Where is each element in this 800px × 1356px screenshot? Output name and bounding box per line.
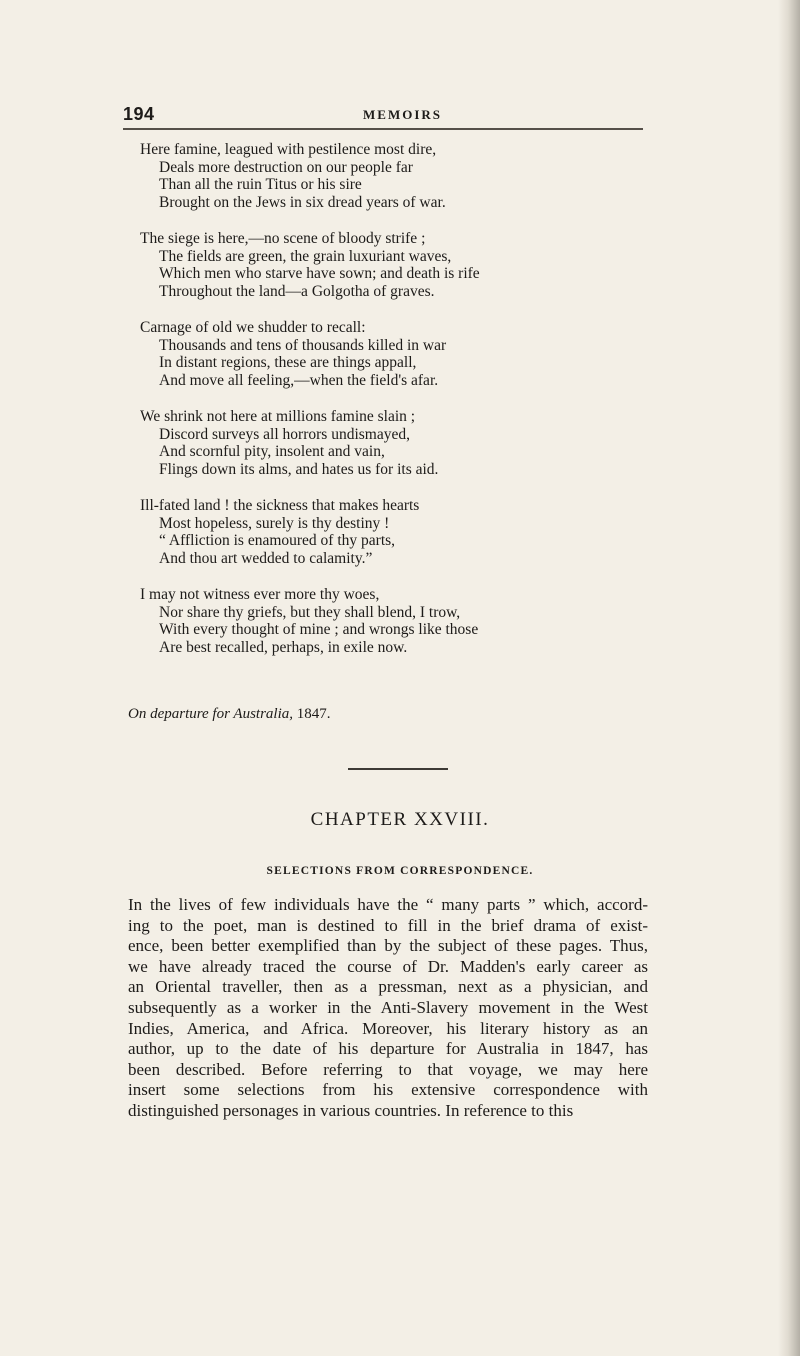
- poem-line: Most hopeless, surely is thy destiny !: [159, 514, 390, 532]
- poem-line: In distant regions, these are things appall,: [159, 354, 417, 371]
- poem-line: Nor share thy griefs, but they shall blend, I trow,: [159, 603, 461, 621]
- poem-line: And scornful pity, insolent and vain,: [159, 443, 385, 460]
- poem-line: Here famine, leagued with pestilence most dire,: [140, 141, 437, 158]
- running-title: MEMOIRS: [363, 107, 442, 122]
- stanza: [140, 141, 640, 211]
- poem-line: Thousands and tens of thousands killed in war: [159, 336, 447, 354]
- body-line: ence, been better exemplified than by the subject of these pages. Thus,: [128, 936, 648, 956]
- poem-line: And move all feeling,—when the field's afar.: [159, 371, 439, 389]
- attribution-text: On departure for Australia,: [128, 706, 294, 722]
- poem-attribution: [128, 706, 331, 723]
- poem-line: Brought on the Jews in six dread years of war.: [159, 193, 446, 211]
- body-line: distinguished personages in various countries. In reference to this: [128, 1100, 574, 1120]
- body-line: author, up to the date of his departure for Australia in 1847, has: [128, 1039, 648, 1059]
- chapter-title: CHAPTER XXVIII.: [310, 809, 490, 830]
- body-line: ing to the poet, man is destined to fill in the brief drama of exist-: [128, 915, 648, 935]
- body-line: In the lives of few individuals have the “ many parts ” which, accord-: [128, 895, 648, 914]
- poem-line: Ill-fated land ! the sickness that makes hearts: [140, 497, 420, 514]
- poem-line: And thou art wedded to calamity.”: [159, 549, 373, 567]
- poem-line: Than all the ruin Titus or his sire: [159, 176, 362, 193]
- body-line: been described. Before referring to that voyage, we may here: [128, 1059, 648, 1079]
- poem-line: I may not witness ever more thy woes,: [140, 586, 380, 603]
- poem-line: Are best recalled, perhaps, in exile now.: [159, 638, 408, 656]
- stanza: [140, 408, 640, 478]
- page-number: 194: [123, 104, 155, 124]
- poem-line: Discord surveys all horrors undismayed,: [159, 425, 410, 443]
- poem-line: We shrink not here at millions famine slain ;: [140, 408, 416, 425]
- chapter-subtitle: SELECTIONS FROM CORRESPONDENCE.: [266, 865, 534, 877]
- body-line: Indies, America, and Africa. Moreover, his literary history as an: [128, 1018, 648, 1038]
- poem-line: With every thought of mine ; and wrongs like those: [159, 621, 479, 638]
- poem-line: The siege is here,—no scene of bloody strife ;: [140, 230, 426, 247]
- page-edge-shadow: [778, 0, 800, 1356]
- stanza: [140, 230, 640, 300]
- stanza: [140, 497, 640, 567]
- poem-line: Which men who starve have sown; and death is rife: [159, 265, 480, 282]
- poem-line: Throughout the land—a Golgotha of graves.: [159, 282, 435, 300]
- poem-line: “ Affliction is enamoured of thy parts,: [159, 532, 396, 549]
- body-line: subsequently as a worker in the Anti-Slavery movement in the West: [128, 997, 648, 1017]
- section-divider: [348, 768, 448, 770]
- attribution-year: 1847.: [296, 706, 331, 722]
- body-line: we have already traced the course of Dr. Madden's early career as: [128, 956, 648, 976]
- header-rule: [123, 128, 643, 130]
- poem-line: Flings down its alms, and hates us for its aid.: [159, 460, 439, 478]
- body-line: insert some selections from his extensive correspondence with: [128, 1080, 648, 1100]
- running-head: [123, 104, 643, 128]
- stanza: [140, 319, 640, 389]
- stanza: [140, 586, 640, 656]
- body-line: an Oriental traveller, then as a pressman, next as a physician, and: [128, 977, 648, 997]
- body-text: [128, 895, 648, 1122]
- poem: [140, 141, 640, 675]
- poem-line: Deals more destruction on our people far: [159, 158, 413, 176]
- poem-line: The fields are green, the grain luxuriant waves,: [159, 247, 452, 265]
- poem-line: Carnage of old we shudder to recall:: [140, 319, 366, 336]
